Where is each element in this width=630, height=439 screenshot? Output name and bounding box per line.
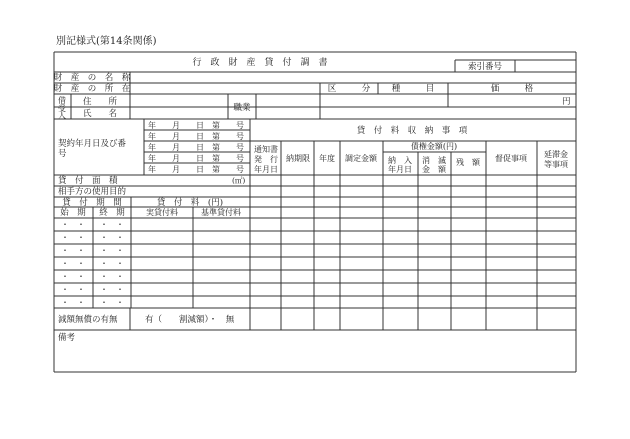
lease-date-cell: ・ ・	[61, 220, 85, 229]
lease-date-cell: ・ ・	[61, 259, 85, 268]
lease-date-cell: ・ ・	[61, 285, 85, 294]
notice-label-line1: 通知書	[254, 145, 278, 154]
occupation-label: 職業	[233, 103, 251, 113]
notice-label-line2: 発 行	[254, 155, 278, 164]
property-name-label: 財 産 の 名 称	[53, 73, 131, 83]
lease-date-cell: ・ ・	[100, 246, 124, 255]
period-start-label: 始 期	[60, 208, 86, 218]
form-header-note: 別記様式(第14条関係)	[56, 36, 157, 47]
contract-date-row: 年 月 日 第 号	[148, 132, 244, 141]
assessed-amount-label: 調定金額	[345, 154, 377, 163]
period-end-label: 終 期	[99, 208, 125, 218]
actual-fee-label: 実貸付料	[146, 208, 178, 217]
borrower-side-label-2: 受	[58, 104, 66, 113]
collection-section-title: 貸 付 料 収 納 事 項	[356, 126, 468, 136]
lease-period-label: 貸 付 期 間	[62, 198, 122, 208]
price-yen-unit: 円	[562, 97, 571, 107]
base-fee-label: 基準貸付料	[201, 208, 241, 217]
lease-date-cell: ・ ・	[61, 246, 85, 255]
borrower-name-label: 氏 名	[82, 109, 118, 119]
lease-date-cell: ・ ・	[61, 272, 85, 281]
contract-date-row: 年 月 日 第 号	[148, 165, 244, 174]
price-label: 価 格	[490, 84, 534, 94]
lease-date-cell: ・ ・	[100, 233, 124, 242]
borrower-address-label: 住 所	[82, 97, 118, 107]
contract-label-line2: 号	[58, 149, 67, 159]
contract-date-row: 年 月 日 第 号	[148, 154, 244, 163]
category-label: 種 目	[391, 84, 435, 94]
reduction-value: 有（ 割減額）・ 無	[145, 315, 235, 325]
deadline-label: 納期限	[286, 154, 310, 163]
lease-area-label: 貸 付 面 積	[58, 176, 118, 186]
fiscal-year-label: 年度	[319, 154, 335, 163]
contract-date-row: 年 月 日 第 号	[148, 121, 244, 130]
lease-date-cell: ・ ・	[61, 298, 85, 307]
lease-date-cell: ・ ・	[100, 220, 124, 229]
form-grid	[54, 72, 576, 330]
cancel-amount-line1: 消 滅	[422, 156, 446, 165]
lease-date-rows	[61, 220, 124, 307]
lease-date-cell: ・ ・	[100, 285, 124, 294]
lease-date-cell: ・ ・	[100, 272, 124, 281]
balance-label: 残 額	[456, 158, 480, 167]
notice-label-line3: 年月日	[254, 165, 278, 174]
lease-date-cell: ・ ・	[100, 259, 124, 268]
reduction-label: 減額無償の有無	[58, 315, 118, 325]
contract-date-row: 年 月 日 第 号	[148, 143, 244, 152]
cancel-amount-line2: 金 額	[422, 165, 446, 174]
ward-label: 区 分	[327, 84, 371, 94]
paid-date-line2: 年月日	[388, 165, 412, 174]
form-frame	[54, 52, 576, 372]
lease-date-cell: ・ ・	[61, 233, 85, 242]
claims-amount-title: 債権金額(円)	[410, 142, 458, 151]
paid-date-line1: 納 入	[388, 156, 412, 165]
contract-label-line1: 契約年月日及び番	[58, 139, 127, 149]
borrower-side-label-3: 人	[58, 111, 66, 120]
property-location-label: 財 産 の 所 在	[53, 84, 131, 94]
borrower-side-label-1: 借	[58, 96, 66, 105]
form-title: 行 政 財 産 貸 付 調 書	[192, 58, 328, 68]
lease-area-unit: (㎡)	[232, 176, 246, 185]
remarks-label: 備考	[58, 333, 76, 343]
demand-label: 督促事項	[495, 154, 527, 163]
contract-date-rows	[148, 120, 244, 174]
lease-date-cell: ・ ・	[100, 298, 124, 307]
index-number-label: 索引番号	[467, 62, 503, 72]
lease-fee-label: 貸 付 料 (円)	[156, 198, 224, 208]
usage-purpose-label: 相手方の使用目的	[58, 187, 127, 197]
delay-charge-line1: 延滞金	[544, 150, 568, 159]
delay-charge-line2: 等事項	[544, 160, 568, 169]
